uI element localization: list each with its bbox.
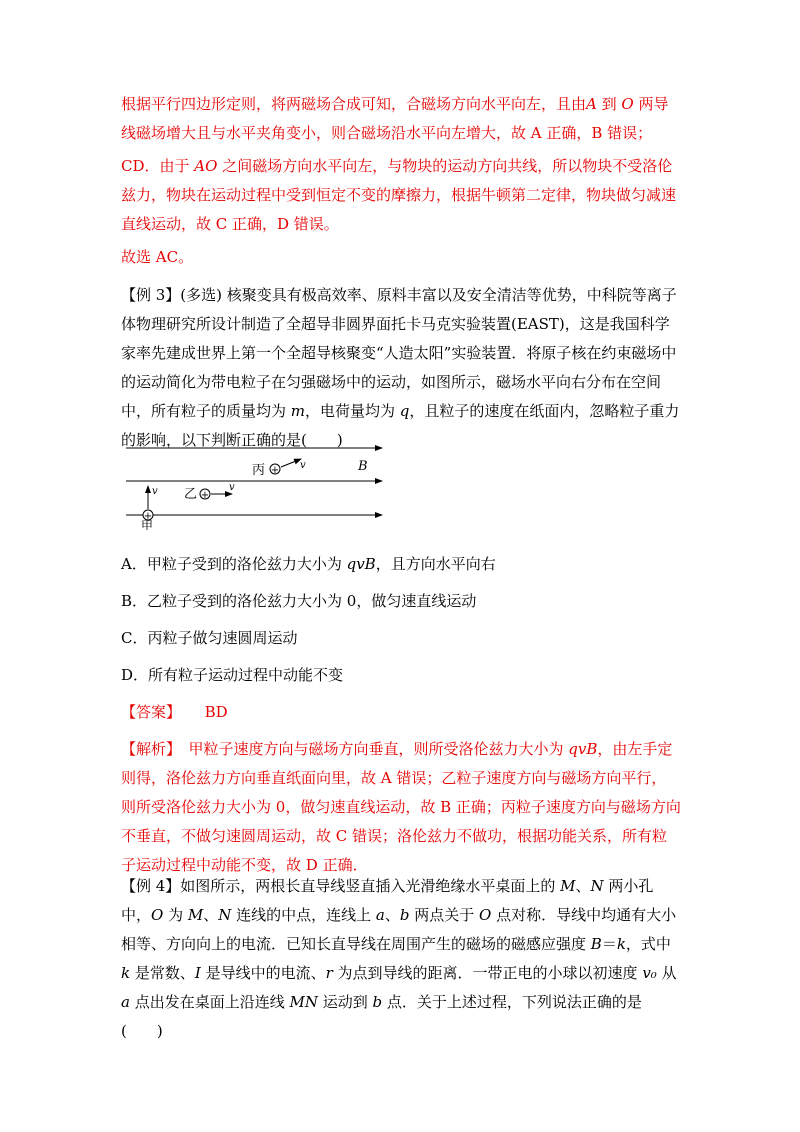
particle-jia-charge: + — [143, 511, 153, 522]
velocity-bing-arrow — [281, 459, 301, 467]
option-b: B．乙粒子受到的洛伦兹力大小为 0，做匀速直线运动 — [121, 592, 477, 610]
option-d: D．所有粒子运动过程中动能不变 — [121, 666, 344, 684]
particle-bing-charge: + — [270, 465, 280, 476]
option-a: A．甲粒子受到的洛伦兹力大小为 qvB，且方向水平向右 — [121, 555, 496, 573]
velocity-yi-label: v — [229, 482, 235, 493]
answer-value: BD — [204, 703, 228, 721]
analysis-conclusion: 故选 AC。 — [121, 248, 194, 266]
example-4-stem: 【例 4】如图所示，两根长直导线竖直插入光滑绝缘水平桌面上的 M、N 两小孔中，O 为 M、N 连线的中点，连线上 a、b 两点关于 O 点对称．导线中均通有大小相等、方向向上的电流．已知长直导线在周围产生的磁场的磁感应强度 B＝k，式中 k 是常数、I 是导线中的电流、r 为点到导线的距离．一带正电的小球以初速度 v₀ 从 a 点出发在桌面上沿连线 MN 运动到 b 点．关于上述过程，下列说法正确的是( ) — [121, 877, 677, 1040]
velocity-bing-label: v — [300, 460, 306, 471]
label-jia: 甲 — [141, 519, 154, 530]
field-label-B: B — [358, 459, 368, 474]
example-3-analysis: 【解析】 甲粒子速度方向与磁场方向垂直，则所受洛伦兹力大小为 qvB，由左手定则得，洛伦兹力方向垂直纸面向里，故 A 错误；乙粒子速度方向与磁场方向平行，则所受洛伦兹力大小为 0，做匀速直线运动，故 B 正确；丙粒子速度方向与磁场方向不垂直，不做匀速圆周运动，故 C 错误；洛伦兹力不做功，根据功能关系，所有粒子运动过程中动能不变，故 D 正确． — [121, 740, 681, 874]
example-3-figure — [118, 440, 398, 530]
example-3-stem: 【例 3】(多选) 核聚变具有极高效率、原料丰富以及安全清洁等优势，中科院等离子体物理研究所设计制造了全超导非圆界面托卡马克实验装置(EAST)，这是我国科学家率先建成世界上第一个全超导核聚变“人造太阳”实验装置．将原子核在约束磁场中的运动简化为带电粒子在匀强磁场中的运动，如图所示，磁场水平向右分布在空间中，所有粒子的质量均为 m，电荷量均为 q，且粒子的速度在纸面内，忽略粒子重力的影响，以下判断正确的是( ) — [121, 286, 680, 449]
analysis-cd-paragraph: CD．由于 AO 之间磁场方向水平向左，与物块的运动方向共线，所以物块不受洛伦兹力，物块在运动过程中受到恒定不变的摩擦力，根据牛顿第二定律，物块做匀减速直线运动，故 C 正确，D 错误。 — [121, 157, 677, 233]
particle-yi-charge: + — [200, 490, 210, 501]
velocity-jia-label: v — [152, 486, 158, 497]
label-yi: 乙 — [184, 487, 198, 502]
option-c: C．丙粒子做匀速圆周运动 — [121, 629, 298, 647]
label-bing: 丙 — [252, 463, 266, 478]
answer-line — [121, 698, 228, 727]
analysis-continued-paragraph: 根据平行四边形定则，将两磁场合成可知，合磁场方向水平向左，且由A 到 O 两导线磁场增大且与水平夹角变小，则合磁场沿水平向左增大，故 A 正确，B 错误； — [121, 95, 669, 142]
answer-label: 【答案】 — [121, 703, 182, 721]
